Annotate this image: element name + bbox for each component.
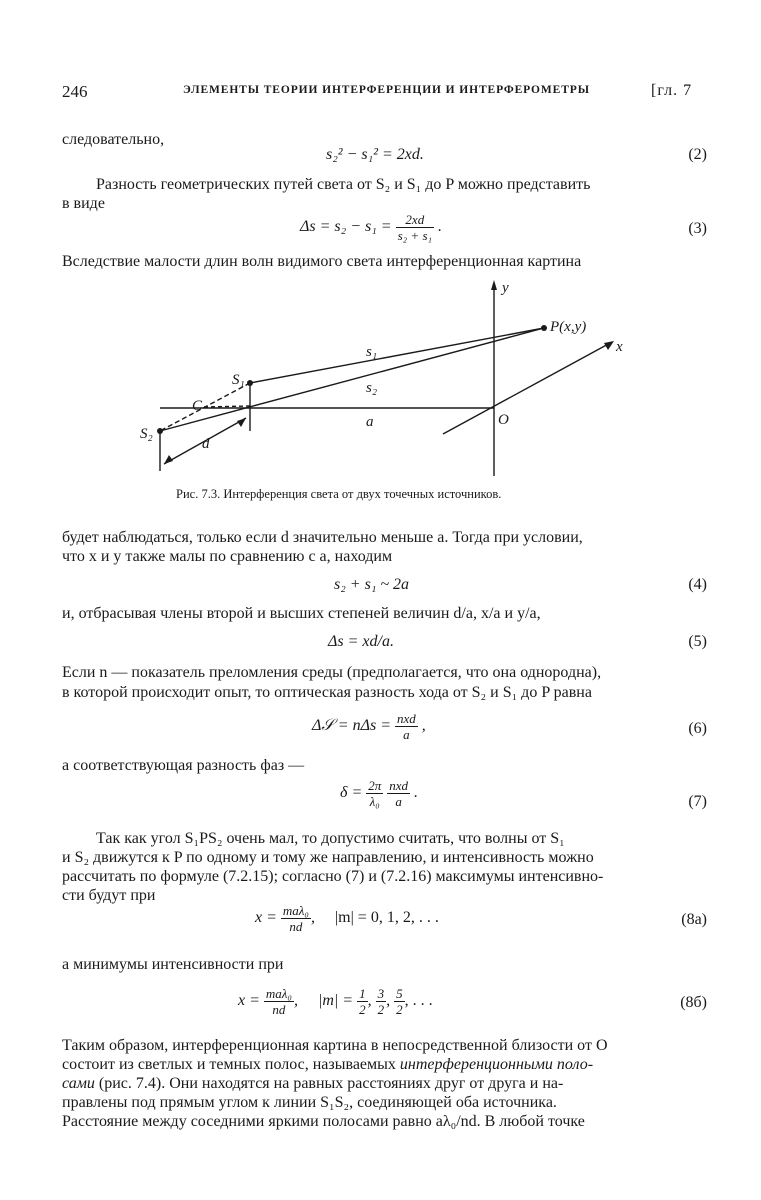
figure-interference-diagram	[130, 276, 650, 481]
equation-7-fraction-1	[366, 778, 383, 809]
equation-6-number: (6)	[688, 720, 707, 737]
figure-caption: Рис. 7.3. Интерференция света от двух точечных источников.	[176, 487, 502, 501]
equation-7-number: (7)	[688, 793, 707, 810]
segment-c	[202, 406, 250, 407]
equation-4: s₂ + s₁ ~ 2a	[334, 576, 410, 593]
text-p4-line2: что x и y также малы по сравнению с a, находим	[62, 548, 393, 565]
label-y: y	[502, 280, 509, 296]
text-p3: Вследствие малости длин волн видимого света интерференционная картина	[62, 253, 582, 270]
ray-s2	[160, 328, 544, 431]
text-p10-line3b: (рис. 7.4). Они находятся на равных расстояниях друг от друга и на-	[94, 1075, 564, 1092]
equation-5-number: (5)	[688, 633, 707, 650]
equation-8b-half-3	[394, 986, 405, 1017]
label-x: x	[616, 339, 623, 355]
equation-8b-half-2	[376, 986, 387, 1017]
equation-8b-h2-denominator: 2	[377, 1002, 385, 1017]
equation-7-f1-numerator: 2π	[368, 778, 382, 793]
equation-3-left: Δs = s₂ − s₁ =	[300, 218, 392, 236]
text-p8-line4: сти будут при	[62, 887, 156, 904]
label-C: C	[192, 398, 203, 414]
label-s1-small: s₁	[366, 344, 378, 360]
label-S1: S₁	[232, 372, 245, 388]
equation-6: Δ𝒮 = nΔs = $\frac{\text{nxd}}{a}$ ,	[312, 711, 426, 742]
equation-8b-number: (8б)	[680, 994, 707, 1011]
text-p6-line2: в которой происходит опыт, то оптическая разность хода от S₂ и S₁ до P равна	[62, 684, 592, 701]
equation-8b-numerator: maλ₀	[265, 986, 292, 1001]
equation-8b-fraction	[264, 986, 294, 1017]
equation-7: δ = $\frac{2\pi}{\text{λ₀}}$ $\frac{\text{nxd}}{a}$ .	[340, 778, 419, 809]
equation-3-denominator: s₂ + s₁	[397, 228, 433, 243]
equation-7-fraction-2	[387, 778, 410, 809]
equation-6-left: Δ𝒮 = nΔs =	[312, 717, 391, 735]
equation-8b-denominator: nd	[272, 1002, 286, 1017]
text-p8-line1: Так как угол S₁PS₂ очень мал, то допустимо считать, что волны от S₁	[96, 830, 565, 847]
equation-8a-fraction	[281, 903, 311, 934]
dimension-d-arrow-bottom	[164, 455, 173, 464]
dimension-d-arrow-top	[237, 418, 246, 427]
chapter-mark: [гл. 7	[651, 82, 693, 99]
equation-2-number: (2)	[688, 146, 707, 163]
equation-6-fraction	[395, 711, 418, 742]
text-p7: а соответствующая разность фаз —	[62, 757, 305, 774]
equation-8a: x = $\frac{\text{maλ₀}}{nd}$ , |m| = 0, 1, 2, . . .	[255, 903, 439, 934]
equation-8b-left: x =	[238, 992, 260, 1010]
equation-7-f1-denominator: λ₀	[369, 794, 380, 809]
equation-8b-h1-denominator: 2	[359, 1002, 366, 1017]
equation-8a-right: |m| = 0, 1, 2, . . .	[334, 909, 439, 927]
running-header: ЭЛЕМЕНТЫ ТЕОРИИ ИНТЕРФЕРЕНЦИИ И ИНТЕРФЕРОМЕТРЫ	[183, 84, 590, 96]
text-p5: и, отбрасывая члены второй и высших степеней величин d/a, x/a и y/a,	[62, 605, 541, 622]
equation-8b-h3-numerator: 5	[396, 986, 403, 1001]
equation-8a-numerator: maλ₀	[282, 903, 309, 918]
point-s2	[157, 428, 163, 434]
text-p1: следовательно,	[62, 131, 165, 148]
text-p10-term-end: сами	[62, 1075, 95, 1092]
text-p9: а минимумы интенсивности при	[62, 956, 284, 973]
ray-s1	[250, 328, 544, 383]
text-p10-line5: Расстояние между соседними яркими полосами равно aλ₀/nd. В любой точке	[62, 1113, 585, 1130]
label-O: O	[498, 412, 509, 428]
equation-8b: x = $\frac{\text{maλ₀}}{nd}$ , |m| = $\frac{1}{2}$ , $\frac{3}{2}$ , $\frac{5}{2}$ , . . .	[238, 986, 433, 1017]
text-p2-line2: в виде	[62, 195, 105, 212]
label-d: d	[202, 436, 210, 452]
equation-3-number: (3)	[688, 220, 707, 237]
equation-8b-mid: |m| =	[317, 992, 354, 1010]
label-s2-small: s₂	[366, 380, 378, 396]
equation-8a-denominator: nd	[289, 919, 303, 934]
equation-8b-h3-denominator: 2	[396, 1002, 403, 1017]
equation-7-f2-numerator: nxd	[389, 778, 409, 793]
equation-3-fraction	[396, 212, 434, 243]
text-p6-line1: Если n — показатель преломления среды (предполагается, что она однородна),	[62, 664, 602, 681]
equation-8b-h1-numerator: 1	[359, 986, 366, 1001]
text-p10-term: интерференционными поло-	[399, 1056, 594, 1073]
equation-6-numerator: nxd	[397, 711, 416, 726]
point-s1	[247, 380, 253, 386]
label-p: P(x,y)	[550, 319, 587, 335]
equation-8b-tail: , . . .	[404, 992, 433, 1010]
equation-8b-half-1	[357, 986, 368, 1017]
text-p8-line3: рассчитать по формуле (7.2.15); согласно (7) и (7.2.16) максимумы интенсивно-	[62, 868, 604, 885]
equation-8a-number: (8а)	[681, 911, 707, 928]
x-axis-arrow	[604, 341, 614, 350]
label-S2: S₂	[140, 426, 153, 442]
equation-4-number: (4)	[688, 576, 707, 593]
point-p	[541, 325, 547, 331]
x-axis	[443, 342, 612, 434]
text-p10-line2	[62, 1055, 593, 1074]
text-p10-line2a: состоит из светлых и темных полос, называемых	[62, 1056, 400, 1073]
equation-8a-left: x =	[255, 909, 277, 927]
text-p8-line2: и S₂ движутся к P по одному и тому же направлению, и интенсивность можно	[62, 849, 594, 866]
label-a: a	[366, 414, 374, 430]
equation-5: Δs = xd/a.	[328, 633, 394, 650]
equation-6-denominator: a	[403, 727, 410, 742]
equation-8b-h2-numerator: 3	[377, 986, 385, 1001]
equation-7-left: δ =	[340, 784, 363, 802]
equation-7-f2-denominator: a	[395, 794, 402, 809]
y-axis-arrow	[491, 280, 497, 290]
text-p10-line3	[62, 1074, 563, 1093]
text-p4-line1: будет наблюдаться, только если d значительно меньше a. Тогда при условии,	[62, 529, 583, 546]
text-p10-line1: Таким образом, интерференционная картина в непосредственной близости от O	[62, 1037, 608, 1054]
equation-2: s₂² − s₁² = 2xd.	[326, 146, 424, 163]
page-number: 246	[62, 82, 88, 101]
text-p2-line1: Разность геометрических путей света от S₂ и S₁ до P можно представить	[96, 176, 591, 193]
equation-3: Δs = s₂ − s₁ = $\frac{2xd}{\text{s₂ + s₁}}$ .	[300, 212, 443, 243]
equation-3-numerator: 2xd	[396, 212, 434, 228]
text-p10-line4: правлены под прямым углом к линии S₁S₂, соединяющей оба источника.	[62, 1094, 557, 1111]
